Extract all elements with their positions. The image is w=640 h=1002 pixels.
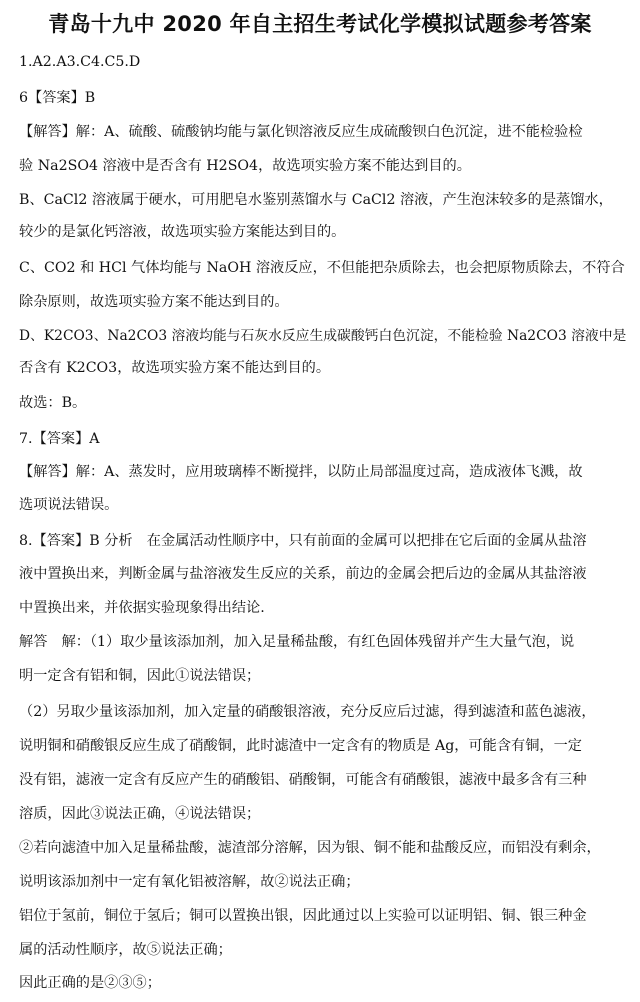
- answer-line-18: 解答 解：（1）取少量该添加剂，加入足量稀盐酸，有红色固体残留并产生大量气泡，说: [19, 634, 575, 650]
- answer-line-2: 6【答案】B: [19, 90, 96, 106]
- answer-line-8: 除杂原则，故选项实验方案不能达到目的。: [19, 294, 289, 310]
- answer-line-16: 液中置换出来，判断金属与盐溶液发生反应的关系，前边的金属会把后边的金属从其盐溶液: [19, 566, 587, 582]
- answer-line-26: 铝位于氢前，铜位于氢后；铜可以置换出银，因此通过以上实验可以证明铝、铜、银三种金: [19, 908, 587, 924]
- document-title: 青岛十九中 2020 年自主招生考试化学模拟试题参考答案: [48, 12, 592, 36]
- answer-line-24: ②若向滤渣中加入足量稀盐酸，滤渣部分溶解，因为银、铜不能和盐酸反应，而铝没有剩余，: [19, 840, 601, 856]
- answer-line-10: 否含有 K2CO3，故选项实验方案不能达到目的。: [19, 360, 331, 376]
- answer-line-27: 属的活动性顺序，故⑤说法正确；: [19, 942, 232, 958]
- answer-line-14: 选项说法错误。: [19, 497, 119, 513]
- answer-line-3: 【解答】解：A、硫酸、硫酸钠均能与氯化钡溶液反应生成硫酸钡白色沉淀，进不能检验检: [19, 124, 583, 140]
- answer-line-19: 明一定含有铝和铜，因此①说法错误；: [19, 668, 261, 684]
- answer-line-22: 没有铝，滤液一定含有反应产生的硝酸铝、硝酸铜，可能含有硝酸银，滤液中最多含有三种: [19, 772, 587, 788]
- answer-line-6: 较少的是氯化钙溶液，故选项实验方案能达到目的。: [19, 224, 346, 240]
- answer-line-1: 1.A2.A3.C4.C5.D: [19, 54, 141, 70]
- answer-line-13: 【解答】解：A、蒸发时，应用玻璃棒不断搅拌，以防止局部温度过高，造成液体飞溅，故: [19, 464, 583, 480]
- answer-line-9: D、K2CO3、Na2CO3 溶液均能与石灰水反应生成碳酸钙白色沉淀，不能检验 Na2CO3 溶液中是: [19, 328, 627, 344]
- answer-line-12: 7.【答案】A: [19, 431, 100, 447]
- answer-line-7: C、CO2 和 HCl 气体均能与 NaOH 溶液反应，不但能把杂质除去，也会把原物质除去，不符合: [19, 260, 625, 276]
- answer-line-23: 溶质，因此③说法正确，④说法错误；: [19, 806, 261, 822]
- answer-line-21: 说明铜和硝酸银反应生成了硝酸铜，此时滤渣中一定含有的物质是 Ag，可能含有铜，一定: [19, 738, 582, 754]
- answer-line-15: 8.【答案】B 分析 在金属活动性顺序中，只有前面的金属可以把排在它后面的金属从盐溶: [19, 533, 587, 549]
- answer-line-20: （2）另取少量该添加剂，加入定量的硝酸银溶液，充分反应后过滤，得到滤渣和蓝色滤液，: [19, 704, 596, 720]
- answer-line-17: 中置换出来，并依据实验现象得出结论.: [19, 600, 265, 616]
- answer-line-11: 故选：B。: [19, 395, 87, 411]
- answer-line-4: 验 Na2SO4 溶液中是否含有 H2SO4，故选项实验方案不能达到目的。: [19, 158, 471, 174]
- answer-line-28: 因此正确的是②③⑤；: [19, 975, 161, 991]
- answer-line-25: 说明该添加剂中一定有氧化铝被溶解，故②说法正确；: [19, 874, 360, 890]
- answer-line-5: B、CaCl2 溶液属于硬水，可用肥皂水鉴别蒸馏水与 CaCl2 溶液，产生泡沫较多的是蒸馏水，: [19, 192, 613, 208]
